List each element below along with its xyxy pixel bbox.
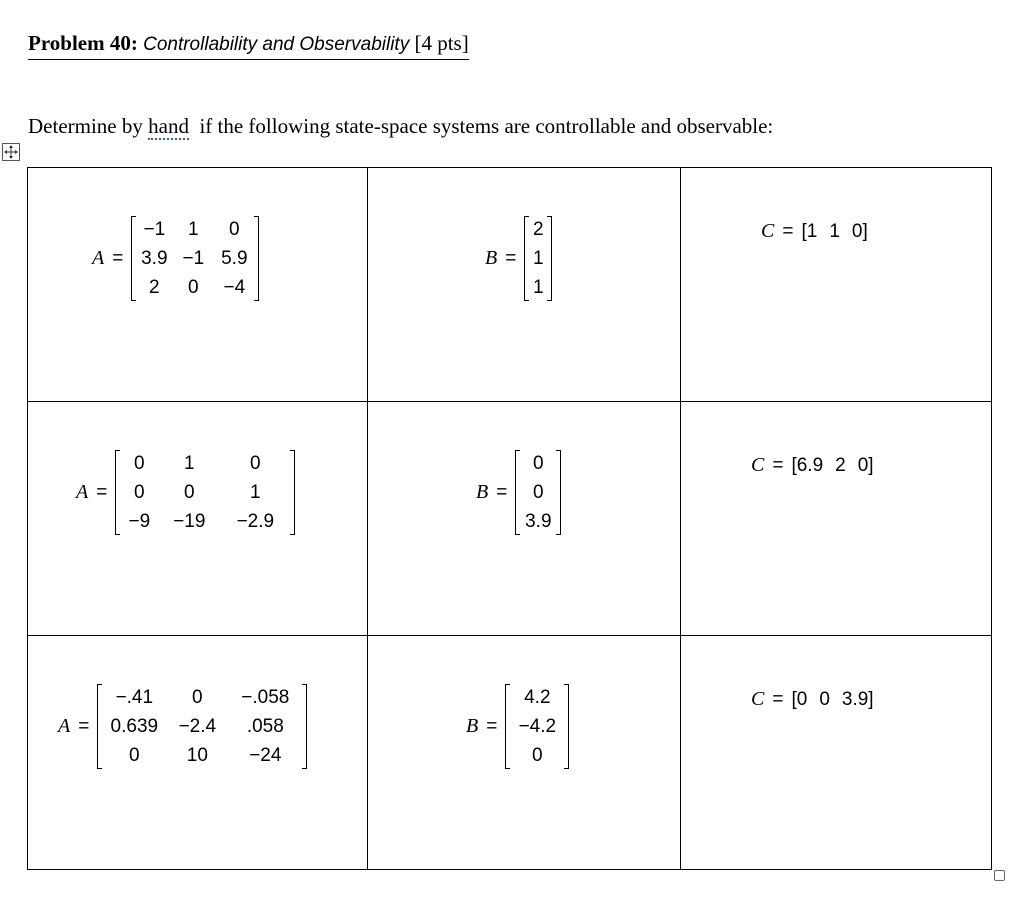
matrix-a-equation [58,683,307,770]
matrix-entry: 0.639 [110,716,159,737]
instructions [28,113,773,139]
matrix-c-row [791,689,879,711]
table-row [28,402,992,636]
equals-sign: = [486,715,498,737]
matrix-b-equation [485,215,552,302]
matrix-c-label: C [751,454,765,476]
matrix-c-cell[interactable] [681,402,992,636]
instructions-hand-word: hand [148,114,189,138]
matrix-b-cell[interactable] [368,402,681,636]
problem-topic: Controllability and Observability [143,34,410,55]
matrix-entry: 0 [129,745,140,766]
equals-sign: = [505,247,517,269]
matrix-c-equation [751,688,880,711]
matrix-a-label: A [76,481,89,503]
matrix-entry: 2 [533,219,544,240]
table-row [28,636,992,870]
instructions-after: if the following state-space systems are controllable and observable: [188,114,774,138]
systems-table [27,167,992,870]
matrix-entry: −1 [182,248,205,269]
instructions-before: Determine by [28,114,149,138]
matrix-a-bracket [131,215,259,302]
matrix-c-equation [751,454,880,477]
matrix-b-equation [466,683,569,770]
matrix-a-equation [76,449,295,536]
matrix-entry: 3.9 [141,248,168,269]
matrix-a-bracket [97,683,307,770]
matrix-entry: −24 [249,745,282,766]
matrix-entry: 0 [819,688,830,710]
matrix-entry: 10 [186,745,208,766]
matrix-b-cell[interactable] [368,168,681,402]
matrix-entry: −9 [128,511,151,532]
problem-title [28,30,469,60]
matrix-entry: 2 [149,277,160,298]
matrix-a-equation [92,215,259,302]
matrix-entry: 4.2 [524,687,551,708]
matrix-entry: 1 [533,277,544,298]
matrix-c-row [791,455,879,477]
matrix-entry: 2 [835,454,846,476]
matrix-c-cell[interactable] [681,636,992,870]
matrix-entry: 0 [250,453,261,474]
matrix-entry: −1 [143,219,166,240]
matrix-entry: 1 [188,219,199,240]
problem-points: [4 pts] [414,31,469,55]
matrix-entry: −4.2 [518,716,557,737]
matrix-a-bracket [115,449,295,536]
matrix-c-cell[interactable] [681,168,992,402]
equals-sign: = [96,481,108,503]
matrix-b-label: B [466,715,479,737]
matrix-entry: 5.9 [221,248,248,269]
matrix-entry: 0 [134,453,145,474]
matrix-entry: 3.9] [841,688,874,710]
matrix-entry: 1 [184,453,195,474]
matrix-entry: −.058 [241,687,290,708]
matrix-entry: 3.9 [525,511,552,532]
matrix-b-bracket [524,215,552,302]
table-row [28,168,992,402]
matrix-b-equation [476,449,561,536]
problem-label: Problem 40: [28,31,138,55]
table-move-handle-icon[interactable] [2,143,20,161]
matrix-a-cell[interactable] [28,636,368,870]
matrix-entry: [6.9 [791,454,824,476]
matrix-entry: 0 [192,687,203,708]
matrix-entry: −19 [173,511,206,532]
matrix-entry: −2.9 [236,511,275,532]
matrix-entry: 0 [533,482,544,503]
matrix-entry: 1 [533,248,544,269]
matrix-c-label: C [761,220,775,242]
matrix-b-bracket [515,449,561,536]
matrix-entry: 1 [829,220,840,242]
matrix-entry: 0 [532,745,543,766]
matrix-c-label: C [751,688,765,710]
matrix-entry: −2.4 [178,716,217,737]
matrix-b-bracket [505,683,569,770]
matrix-a-label: A [92,247,105,269]
matrix-entry: 0] [857,454,874,476]
equals-sign: = [782,220,794,242]
matrix-c-equation [761,220,874,243]
matrix-entry: [0 [791,688,808,710]
matrix-b-label: B [476,481,489,503]
matrix-entry: 1 [250,482,261,503]
matrix-entry: .058 [246,716,284,737]
matrix-b-label: B [485,247,498,269]
matrix-entry: [1 [801,220,818,242]
matrix-a-cell[interactable] [28,402,368,636]
matrix-a-cell[interactable] [28,168,368,402]
matrix-b-cell[interactable] [368,636,681,870]
matrix-entry: 0 [229,219,240,240]
equals-sign: = [112,247,124,269]
matrix-entry: −4 [223,277,246,298]
matrix-a-label: A [58,715,71,737]
equals-sign: = [78,715,90,737]
equals-sign: = [772,688,784,710]
matrix-entry: 0 [188,277,199,298]
matrix-entry: 0 [533,453,544,474]
matrix-entry: 0 [184,482,195,503]
equals-sign: = [772,454,784,476]
table-resize-handle-icon[interactable] [994,870,1005,881]
equals-sign: = [496,481,508,503]
matrix-entry: −.41 [115,687,154,708]
matrix-c-row [801,221,873,243]
matrix-entry: 0] [851,220,868,242]
matrix-entry: 0 [134,482,145,503]
